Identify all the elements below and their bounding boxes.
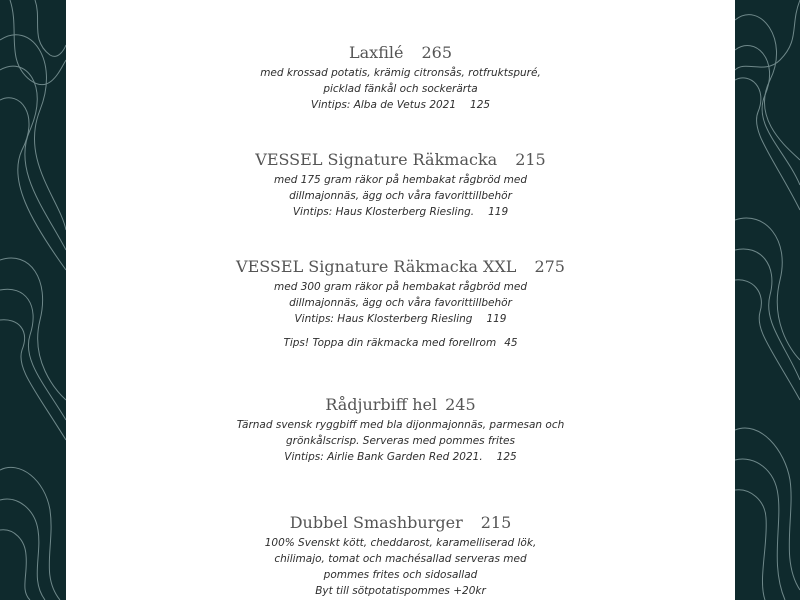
dish-price: 245	[445, 395, 476, 414]
dish-name: Dubbel Smashburger	[289, 513, 463, 532]
dish-name: VESSEL Signature Räkmacka	[255, 150, 498, 169]
wine-tip-price: 119	[488, 206, 509, 218]
wine-tip	[66, 449, 735, 465]
wine-tip	[66, 311, 735, 327]
dish-description-line: med 175 gram räkor på hembakat rågbröd med	[274, 174, 527, 186]
dish-description-line: 100% Svenskt kött, cheddarost, karamelliserad lök,	[264, 537, 537, 549]
menu-item-signature-rakmacka-xxl	[66, 255, 735, 351]
dish-title	[66, 255, 735, 279]
dish-title	[66, 393, 735, 417]
wine-tip-price: 119	[486, 313, 507, 325]
dish-description-line: dillmajonnäs, ägg och våra favorittillbehör	[289, 190, 512, 202]
dish-title	[66, 148, 735, 172]
dish-price: 275	[534, 257, 565, 276]
dish-description-line: picklad fänkål och sockerärta	[323, 83, 478, 95]
add-on-tip-label: Tips! Toppa din räkmacka med forellrom	[283, 337, 497, 349]
dish-description-line: pommes frites och sidosallad	[323, 569, 478, 581]
menu-item-laxfile	[66, 41, 735, 113]
menu-item-radjurbiff	[66, 393, 735, 465]
dish-price: 215	[515, 150, 546, 169]
dish-description-line: med 300 gram räkor på hembakat rågbröd med	[274, 281, 527, 293]
add-on-tip-price: 45	[504, 337, 518, 349]
dish-price: 265	[421, 43, 452, 62]
dish-description-line: Byt till sötpotatispommes +20kr	[315, 585, 486, 597]
dish-title	[66, 511, 735, 535]
dish-description-line: dillmajonnäs, ägg och våra favorittillbehör	[289, 297, 512, 309]
menu-item-signature-rakmacka	[66, 148, 735, 220]
dish-description-line: grönkålscrisp. Serveras med pommes frites	[286, 435, 515, 447]
dish-title	[66, 41, 735, 65]
wine-tip-label: Vintips: Airlie Bank Garden Red 2021.	[284, 451, 483, 463]
wine-tip	[66, 204, 735, 220]
wine-tip-label: Vintips: Haus Klosterberg Riesling	[294, 313, 473, 325]
dish-name: Laxfilé	[349, 43, 404, 62]
menu-item-dubbel-smashburger	[66, 511, 735, 599]
wine-tip-price: 125	[496, 451, 517, 463]
wine-tip	[66, 97, 735, 113]
wine-tip-label: Vintips: Haus Klosterberg Riesling.	[292, 206, 475, 218]
dish-price: 215	[480, 513, 512, 532]
dish-description-line: med krossad potatis, krämig citronsås, rotfruktspuré,	[260, 67, 541, 79]
add-on-tip	[66, 335, 735, 351]
dish-description-line: chilimajo, tomat och machésallad serveras med	[274, 553, 527, 565]
menu-page	[66, 0, 735, 600]
dish-description-line: Tärnad svensk ryggbiff med bla dijonmajonnäs, parmesan och	[236, 419, 565, 431]
wine-tip-label: Vintips: Alba de Vetus 2021	[310, 99, 457, 111]
wine-tip-price: 125	[470, 99, 491, 111]
dish-name: Rådjurbiff hel	[325, 395, 438, 414]
dish-name: VESSEL Signature Räkmacka XXL	[236, 257, 517, 276]
